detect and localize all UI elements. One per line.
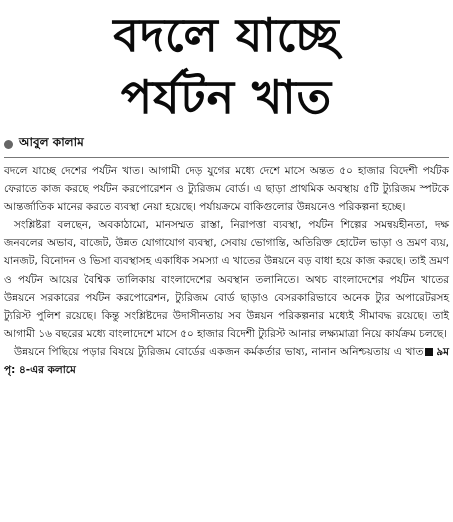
paragraph-2: সংশ্লিষ্টরা বলছেন, অবকাঠামো, মানসম্মত রাস্তা, নিরাপত্তা ব্যবস্থা, পর্যটন শিল্পের সমন্বয়হীনতা, দক্ষ জনবলের অভাব, বাজেট, উন্নত যোগাযোগ ব্যবস্থা, সেবায় ভোগান্তি, অতিরিক্ত হোটেল ভাড়া ও ভ্রমণ ব্যয়, যানজট, বিনোদন ও ভিসা ব্যবস্থাসহ একাধিক সমস্যা এ খাতের উন্নয়নে বড় বাধা হয়ে কাজ করছে। তাই ভ্রমণ ও পর্যটন আয়ের বৈশ্বিক তালিকায় বাংলাদেশের অবস্থান তলানিতে। অথচ বাংলাদেশের পর্যটন খাতের উন্নয়নে সরকারের পর্যটন করপোরেশন, ট্যুরিজম বোর্ড ছাড়াও বেসরকারিভাবে অনেক ট্যুর অপারেটরসহ ট্যুরিস্ট পুলিশ রয়েছে। কিন্তু সংশ্লিষ্টদের উদাসীনতায় সব উন্নয়ন পরিকল্পনার মধ্যেই সীমাবদ্ধ রয়েছে। তাই আগামী ১৬ বছরের মধ্যে বাংলাদেশে মাসে ৫০ হাজার বিদেশী ট্যুরিস্ট আনার লক্ষ্যমাত্রা নিয়ে কার্যক্রম চলছে। (4, 219, 449, 340)
paragraph-3 (4, 343, 449, 379)
headline (4, 0, 449, 128)
author-name: আবুল কালাম (19, 135, 84, 149)
bullet-icon (4, 140, 13, 149)
paragraph-3-text: উন্নয়নে পিছিয়ে পড়ার বিষয়ে ট্যুরিজম বোর্ডের একজন কর্মকর্তার ভাষ্য, নানান অনিশ্চয়তায় এ খাত (14, 345, 424, 358)
headline-line-2: পর্যটন খাত (120, 70, 333, 124)
headline-line-1: বদলে যাচ্ছে (113, 8, 340, 62)
byline (4, 134, 449, 158)
continued-on-link[interactable]: ৯ম পৃ: ৪-এর কলামে (4, 345, 449, 377)
paragraph-1: বদলে যাচ্ছে দেশের পর্যটন খাত। আগামী দেড় যুগের মধ্যে দেশে মাসে অন্তত ৫০ হাজার বিদেশী পর্যটক ফেরাতে কাজ করছে পর্যটন করপোরেশন ও ট্যুরিজম বোর্ড। এ ছাড়া প্রাথমিক অবস্থায় ৫টি ট্যুরিজম স্পটকে আন্তর্জাতিক মানের করতে ব্যবস্থা নেয়া হয়েছে। পর্যায়ক্রমে বাকিগুলোর উন্নয়নেও পরিকল্পনা হচ্ছে। (4, 165, 449, 214)
square-icon (425, 348, 433, 356)
article-body (4, 162, 449, 379)
